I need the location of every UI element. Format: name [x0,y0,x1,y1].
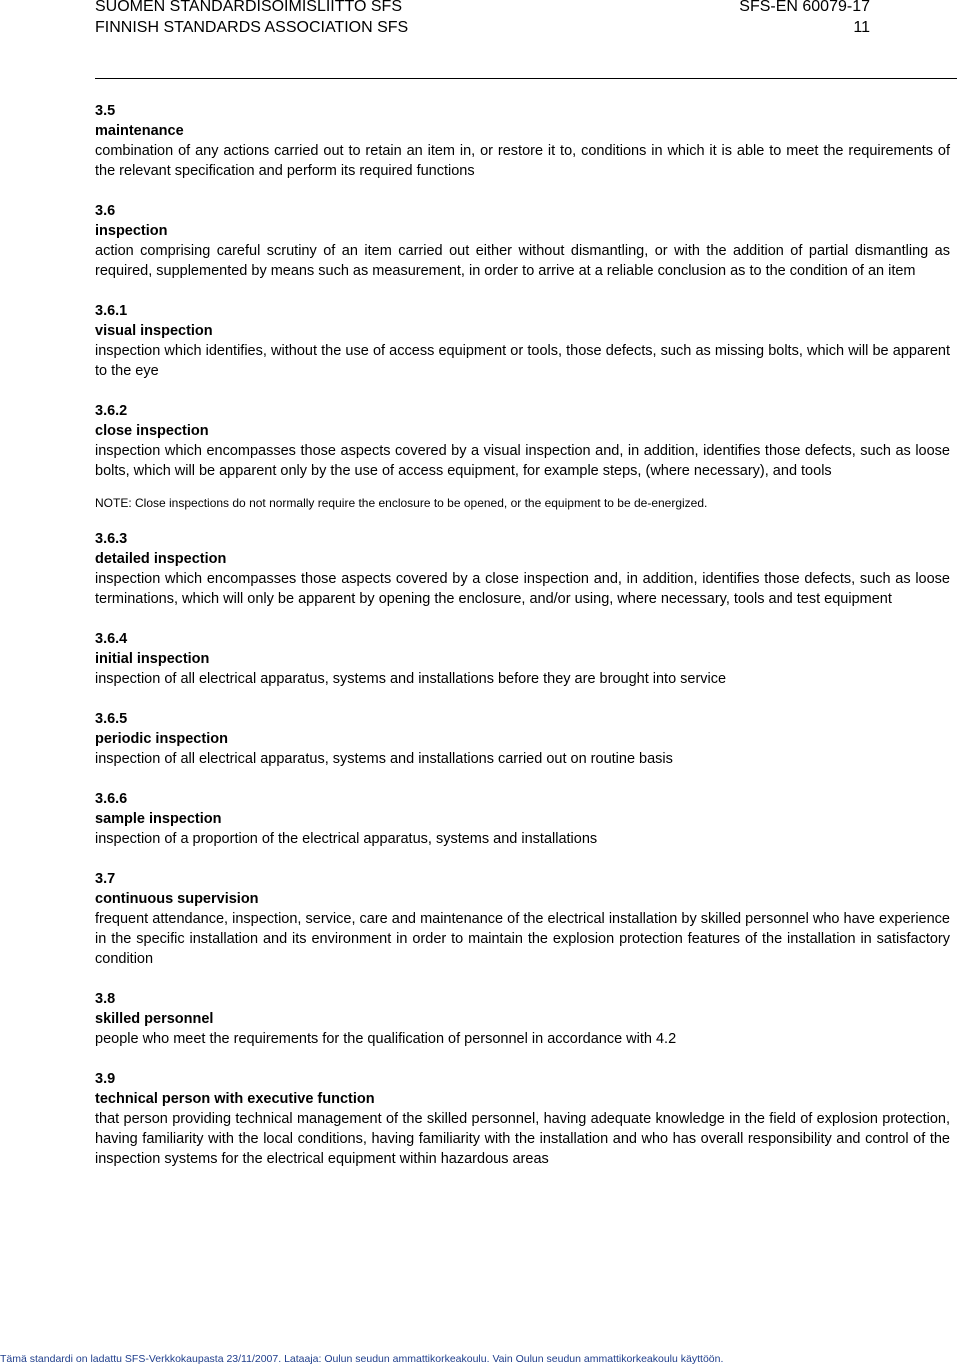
term: maintenance [95,123,184,139]
definition-entry [95,789,950,849]
definition-entry [95,401,950,481]
term: detailed inspection [95,551,227,567]
definition-entry [95,529,950,609]
term: initial inspection [95,651,210,667]
clause-number: 3.8 [95,991,116,1007]
page-number: 11 [853,19,870,36]
definition-entry [95,989,950,1049]
definition-entry [95,709,950,769]
definition-entry [95,1069,950,1169]
clause-number: 3.6.1 [95,303,128,319]
term: skilled personnel [95,1011,214,1027]
clause-number: 3.6.5 [95,711,128,727]
definition-entry [95,301,950,381]
document-identifier: SFS-EN 60079-17 [739,0,870,15]
definition-entry [95,101,950,181]
clause-number: 3.6.6 [95,791,128,807]
organisation-name-finnish: SUOMEN STANDARDISOIMISLIITTO SFS [95,0,402,15]
definition-text: frequent attendance, inspection, service, care and maintenance of the electrical installation by skilled personnel who have experience in the specific installation and its environment in order to maintain the explosion protection features of the installation in satisfactory condition [95,911,950,967]
running-header-line-1 [95,0,870,17]
definition-entry [95,629,950,689]
definition-entry [95,869,950,969]
definition-entry [95,201,950,281]
clause-number: 3.9 [95,1071,116,1087]
clause-number: 3.6 [95,203,116,219]
definition-text: inspection of a proportion of the electrical apparatus, systems and installations [95,831,598,847]
term: visual inspection [95,323,213,339]
clause-number: 3.7 [95,871,116,887]
clause-number: 3.6.2 [95,403,128,419]
clause-number: 3.6.3 [95,531,128,547]
organisation-name-english: FINNISH STANDARDS ASSOCIATION SFS [95,19,409,36]
definition-text: inspection of all electrical apparatus, systems and installations carried out on routine basis [95,751,673,767]
clause-number: 3.6.4 [95,631,128,647]
definition-text: people who meet the requirements for the qualification of personnel in accordance with 4.2 [95,1031,677,1047]
download-watermark-footer: Tämä standardi on ladattu SFS-Verkkokaupasta 23/11/2007. Lataaja: Oulun seudun ammattikorkeakoulu. Vain Oulun seudun ammattikorkeakoulu käyttöön. [0,1353,724,1365]
definition-text: inspection which identifies, without the use of access equipment or tools, those defects, such as missing bolts, which will be apparent to the eye [95,343,950,379]
clause-number: 3.5 [95,103,116,119]
definition-text: inspection which encompasses those aspects covered by a visual inspection and, in addition, identifies those defects, such as loose bolts, which will be apparent only by the use of access equipment, for example steps, (where necessary), and tools [95,443,950,479]
term: sample inspection [95,811,222,827]
definition-text: that person providing technical management of the skilled personnel, having adequate knowledge in the field of explosion protection, having familiarity with the local conditions, having familiarity with the installation and who has overall responsibility and control of the inspection systems for the electrical equipment within hazardous areas [95,1111,950,1167]
definition-text: action comprising careful scrutiny of an item carried out either without dismantling, or with the addition of partial dismantling as required, supplemented by means such as measurement, in order to arrive at a reliable conclusion as to the condition of an item [95,243,950,279]
term: continuous supervision [95,891,259,907]
definition-text: combination of any actions carried out to retain an item in, or restore it to, conditions in which it is able to meet the requirements of the relevant specification and perform its required functions [95,143,950,179]
term: inspection [95,223,168,239]
term: technical person with executive function [95,1091,375,1107]
note-text: NOTE: Close inspections do not normally require the enclosure to be opened, or the equipment to be de-energized. [95,496,708,510]
term: close inspection [95,423,209,439]
definition-text: inspection of all electrical apparatus, systems and installations before they are brought into service [95,671,727,687]
definition-text: inspection which encompasses those aspects covered by a close inspection and, in addition, identifies those defects, such as loose terminations, which will only be apparent by opening the enclosure, and/or using, where necessary, tools and test equipment [95,571,950,607]
running-header-line-2 [95,18,870,38]
term: periodic inspection [95,731,228,747]
header-divider [95,78,957,79]
definitions-list [95,101,950,1189]
